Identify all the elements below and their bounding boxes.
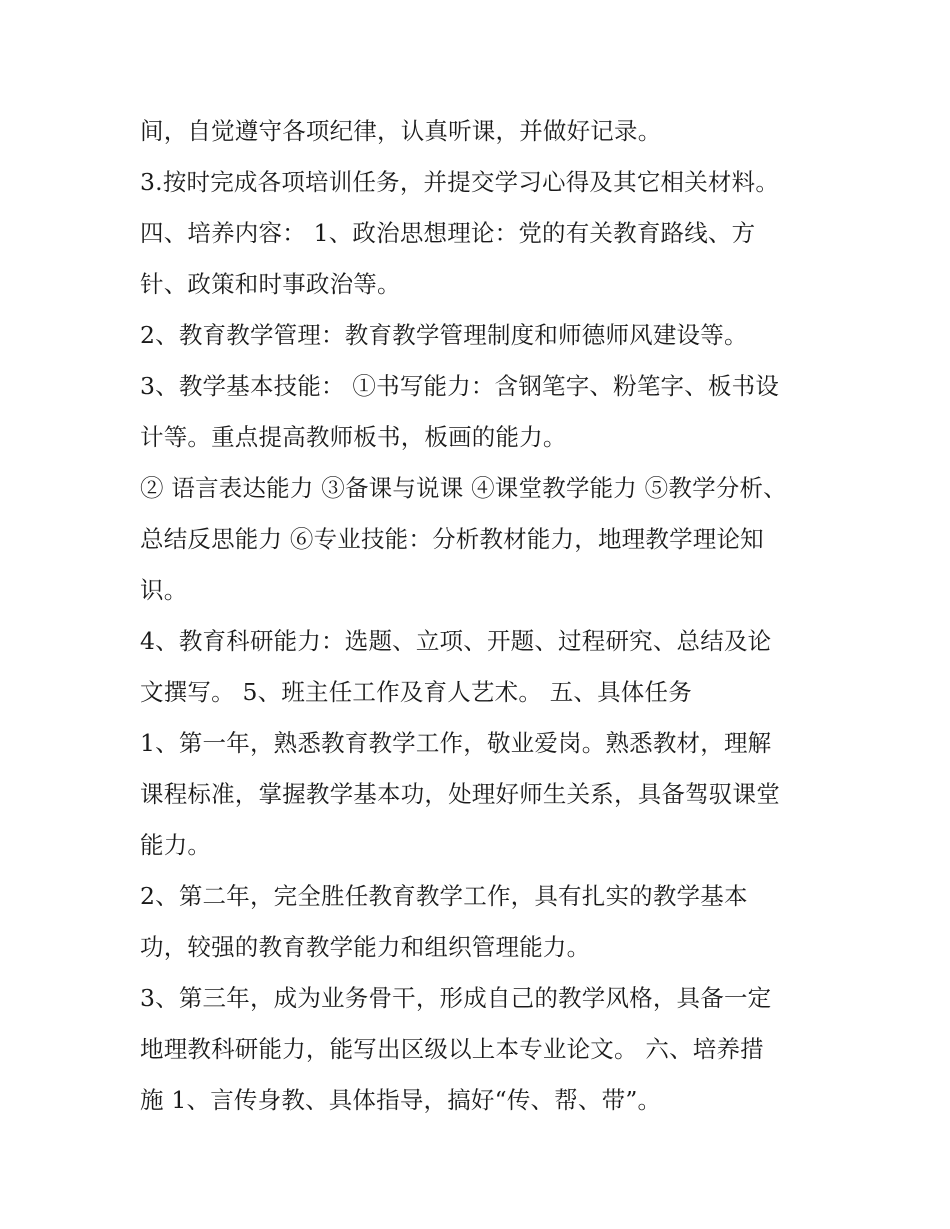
text-line: 地理教科研能力，能写出区级以上本专业论文。 六、培养措 xyxy=(140,1035,764,1063)
text-line: 文撰写。 5、班主任工作及育人艺术。 五、具体任务 xyxy=(140,678,692,706)
text-line: 针、政策和时事政治等。 xyxy=(140,270,401,298)
text-line: 四、培养内容： 1、政治思想理论：党的有关教育路线、方 xyxy=(140,219,756,247)
text-line: 3、第三年，成为业务骨干，形成自己的教学风格，具备一定 xyxy=(140,984,772,1012)
text-line: 识。 xyxy=(140,576,188,604)
text-line: 间，自觉遵守各项纪律，认真听课，并做好记录。 xyxy=(140,117,662,145)
text-line: 总结反思能力 ⑥专业技能：分析教材能力，地理教学理论知 xyxy=(140,525,764,553)
text-line: 2、第二年，完全胜任教育教学工作，具有扎实的教学基本 xyxy=(140,882,748,910)
text-line: 能力。 xyxy=(140,831,212,859)
text-line: 课程标准，掌握教学基本功，处理好师生关系，具备驾驭课堂 xyxy=(140,780,780,808)
text-line: 1、第一年，熟悉教育教学工作，敬业爱岗。熟悉教材，理解 xyxy=(140,729,772,757)
text-line: 功，较强的教育教学能力和组织管理能力。 xyxy=(140,933,591,961)
text-line: 3、教学基本技能： ①书写能力：含钢笔字、粉笔字、板书设 xyxy=(140,372,780,400)
document-body xyxy=(140,106,830,1126)
text-line: 施 1、言传身教、具体指导，搞好“传、帮、带”。 xyxy=(140,1086,662,1114)
text-line: 4、教育科研能力：选题、立项、开题、过程研究、总结及论 xyxy=(140,627,772,655)
text-line: ② 语言表达能力 ③备课与说课 ④课堂教学能力 ⑤教学分析、 xyxy=(140,474,787,502)
text-line: 3.按时完成各项培训任务，并提交学习心得及其它相关材料。 xyxy=(140,168,780,196)
text-line: 2、教育教学管理：教育教学管理制度和师德师风建设等。 xyxy=(140,321,748,349)
text-line: 计等。重点提高教师板书，板画的能力。 xyxy=(140,423,567,451)
